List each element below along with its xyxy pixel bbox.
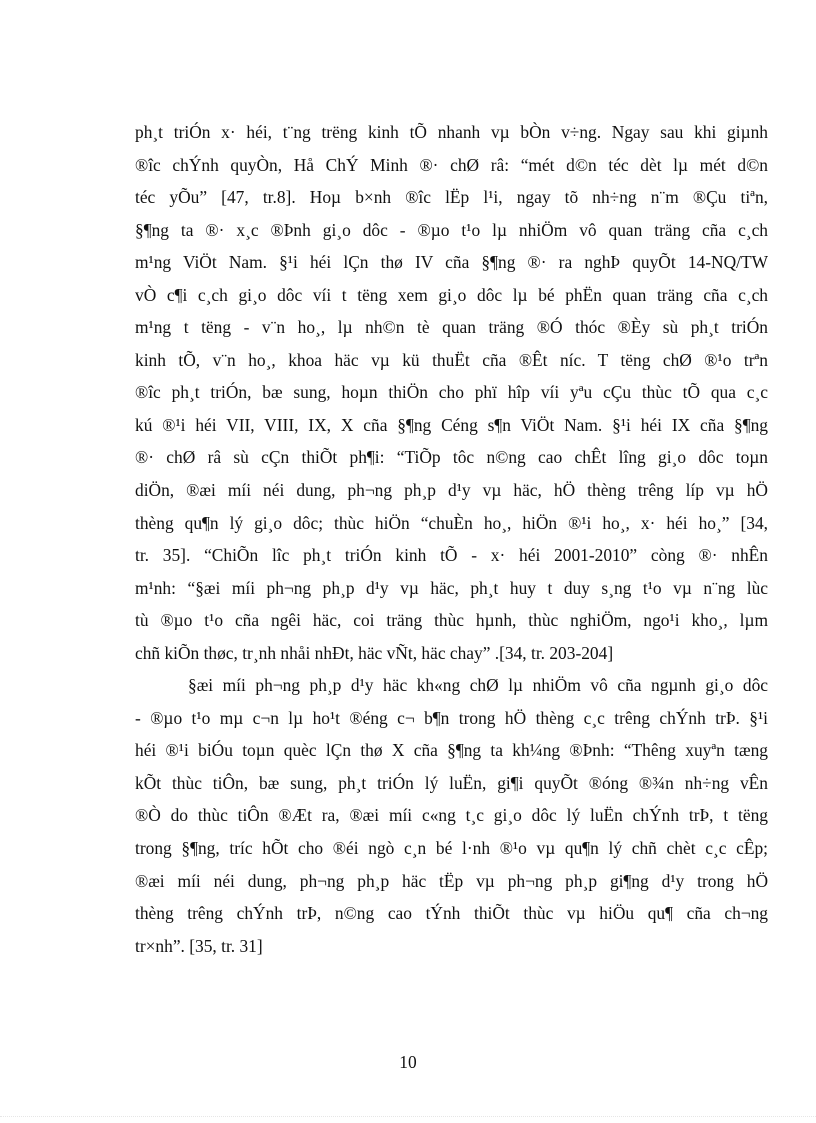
text-line: tù ®µo t¹o cña ngêi häc, coi träng thùc hµnh, thùc nghiÖm, ngo¹i kho¸, lµm [135,610,768,631]
text-line: - ®µo t¹o mµ c¬n lµ ho¹t ®éng c¬ b¶n trong hÖ thèng c¸c trêng chÝnh trÞ. §¹i [135,707,768,728]
text-line: kinh tÕ, v¨n ho¸, khoa häc vµ kü thuËt cña ®Êt níc. T tëng chØ ®¹o trªn [135,349,768,370]
text-line: téc yÕu” [47, tr.8]. Hoµ b×nh ®îc lËp l¹i, ngay tõ nh÷ng n¨m ®Çu tiªn, [135,187,768,208]
text-line: §æi míi ph¬ng ph¸p d¹y häc kh«ng chØ lµ nhiÖm vô cña ngµnh gi¸o dôc [188,675,768,696]
paragraph [135,116,768,669]
text-line: kÕt thùc tiÔn, bæ sung, ph¸t triÓn lý luËn, gi¶i quyÕt ®óng ®¾n nh÷ng vÊn [135,772,768,793]
text-line: ®Ò do thùc tiÔn ®Æt ra, ®æi míi c«ng t¸c gi¸o dôc lý luËn chÝnh trÞ, t tëng [135,805,768,826]
body-text [135,116,768,962]
text-line: m¹ng t tëng - v¨n ho¸, lµ nh©n tè quan träng ®Ó thóc ®Èy sù ph¸t triÓn [135,317,768,338]
page-bottom-divider [0,1116,816,1117]
text-line: ph¸t triÓn x· héi, t¨ng trëng kinh tÕ nhanh vµ bÒn v÷ng. Ngay sau khi giµnh [135,122,768,142]
text-line: m¹ng ViÖt Nam. §¹i héi lÇn thø IV cña §¶ng ®· ra nghÞ quyÕt 14-NQ/TW [135,252,768,273]
text-line: §¶ng ta ®· x¸c ®Þnh gi¸o dôc - ®µo t¹o lµ nhiÖm vô quan träng cña c¸ch [135,219,768,240]
paragraph [135,669,768,962]
page-number: 10 [399,1052,417,1072]
text-line: ®æi míi néi dung, ph¬ng ph¸p häc tËp vµ ph¬ng ph¸p gi¶ng d¹y trong hÖ [135,870,768,891]
text-line: héi ®¹i biÓu toµn quèc lÇn thø X cña §¶ng ta kh¼ng ®Þnh: “Thêng xuyªn tæng [135,740,768,761]
text-line: thèng qu¶n lý gi¸o dôc; thùc hiÖn “chuÈn ho¸, hiÖn ®¹i ho¸, x· héi ho¸” [34, [135,512,768,533]
text-line: chñ kiÕn thøc, tr¸nh nhåi nhÐt, häc vÑt, häc chay” .[34, tr. 203-204] [135,642,614,663]
text-line: ®îc ph¸t triÓn, bæ sung, hoµn thiÖn cho phï hîp víi yªu cÇu thùc tÕ qua c¸c [135,382,768,403]
text-line: thèng trêng chÝnh trÞ, n©ng cao tÝnh thiÕt thùc vµ hiÖu qu¶ cña ch¬ng [135,903,768,924]
text-line: m¹nh: “§æi míi ph¬ng ph¸p d¹y vµ häc, ph¸t huy t duy s¸ng t¹o vµ n¨ng lùc [135,577,768,598]
text-line: vÒ c¶i c¸ch gi¸o dôc víi t tëng xem gi¸o dôc lµ bé phËn quan träng cña c¸ch [135,284,768,305]
text-line: ®îc chÝnh quyÒn, Hå ChÝ Minh ®· chØ râ: “mét d©n téc dèt lµ mét d©n [135,154,768,175]
text-line: ®· chØ râ sù cÇn thiÕt ph¶i: “TiÕp tôc n©ng cao chÊt lîng gi¸o dôc toµn [135,447,768,468]
text-line: tr×nh”. [35, tr. 31] [135,935,263,956]
text-line: tr. 35]. “ChiÕn lîc ph¸t triÓn kinh tÕ - x· héi 2001-2010” còng ®· nhÊn [135,545,768,566]
text-line: diÖn, ®æi míi néi dung, ph¬ng ph¸p d¹y vµ häc, hÖ thèng trêng líp vµ hÖ [135,480,768,501]
text-line: kú ®¹i héi VII, VIII, IX, X cña §¶ng Céng s¶n ViÖt Nam. §¹i héi IX cña §¶ng [135,414,768,435]
text-line: trong §¶ng, tríc hÕt cho ®éi ngò c¸n bé l·nh ®¹o vµ qu¶n lý chñ chèt c¸c cÊp; [135,838,768,859]
